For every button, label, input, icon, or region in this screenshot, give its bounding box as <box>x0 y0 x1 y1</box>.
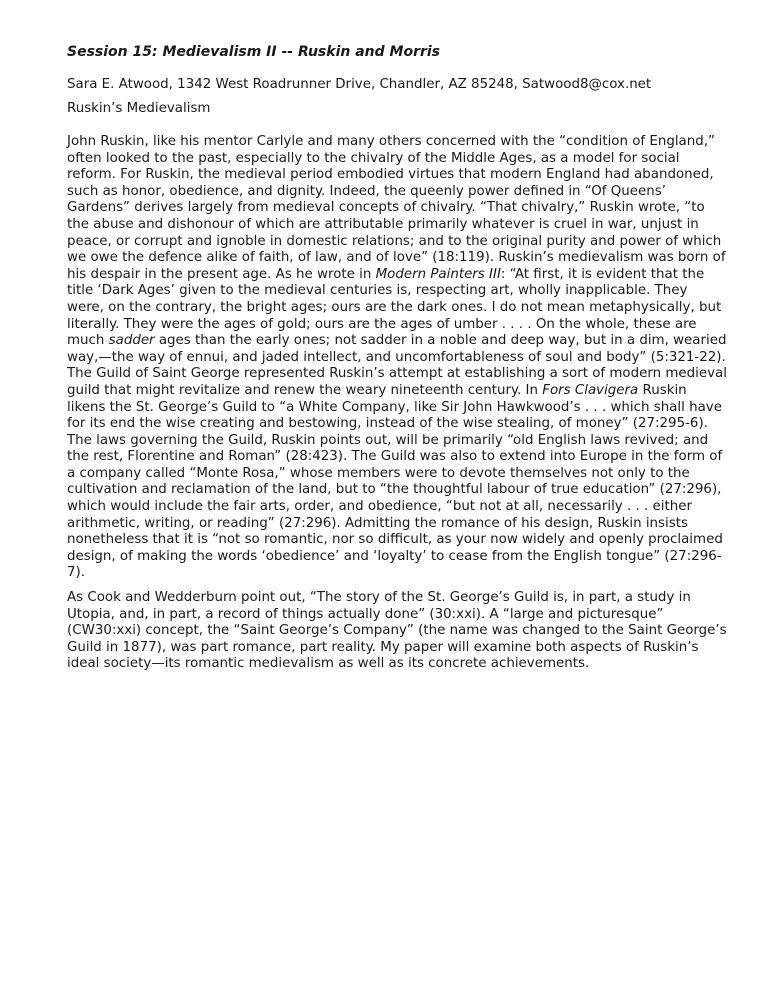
paper-heading: Ruskin’s Medievalism <box>67 101 211 116</box>
book-title-modern-painters: Modern Painters III <box>375 266 501 282</box>
document-page <box>67 42 727 681</box>
body-paragraph-1 <box>67 134 727 582</box>
paragraph-text: Ruskin likens the St. George’s Guild to “a White Company, like Sir John Hawkwood’s . . . which shall have for its end the wise creating and bestowing, instead of the wise stealing, of money” (27:295-6). The laws governing the Guild, Ruskin points out, will be primarily “old English laws revived; and the rest, Florentine and Roman” (28:423). The Guild was also to extend into Europe in the form of a company called “Monte Rosa,” whose members were to devote themselves not only to the cultivation and reclamation of the land, but to “the thoughtful labour of true education” (27:296), which would include the fair arts, order, and obedience, “but not at all, necessarily . . . either arithmetic, writing, or reading” (27:296). Admitting the romance of his design, Ruskin insists nonetheless that it is “not so romantic, nor so difficult, as your now widely and openly proclaimed design, of making the words ‘obedience’ and ‘loyalty’ to cease from the English tongue” (27:296-7). <box>67 382 723 581</box>
paragraph-text: ages than the early ones; not sadder in a noble and deep way, but in a dim, wearied way,—the way of ennui, and jaded intellect, and uncomfortableness of soul and body” (5:321-22). The Guild of Saint George represented Ruskin’s attempt at establishing a sort of modern medieval guild that might revitalize and renew the weary nineteenth century. In <box>67 333 727 398</box>
book-title-fors-clavigera: Fors Clavigera <box>542 382 639 398</box>
paragraph-text: : “At first, it is evident that the title ‘Dark Ages’ given to the medieval centuries is, respecting art, wholly inapplicable. They were, on the contrary, the bright ages; ours are the dark ones. I do not mean metaphysically, but literally. They were the ages of gold; ours are the ages of umber . . . . On the whole, these are much <box>67 266 722 349</box>
emphasized-word: sadder <box>108 333 155 349</box>
paragraph-text: John Ruskin, like his mentor Carlyle and many others concerned with the “condition of England,” often looked to the past, especially to the chivalry of the Middle Ages, as a model for social reform. For Ruskin, the medieval period embodied virtues that modern England had abandoned, such as honor, obedience, and dignity. Indeed, the queenly power defined in “Of Queens’ Gardens” derives largely from medieval concepts of chivalry. “That chivalry,” Ruskin wrote, “to the abuse and dishonour of which are attributable primarily whatever is cruel in war, unjust in peace, or corrupt and ignoble in domestic relations; and to the original purity and power of which we owe the defence alike of faith, of law, and of love” (18:119). Ruskin’s medievalism was born of his despair in the present age. As he wrote in <box>67 134 726 282</box>
body-paragraph-2: As Cook and Wedderburn point out, “The story of the St. George’s Guild is, in part, a study in Utopia, and, in part, a record of things actually done” (30:xxi). A “large and picturesque” (CW30:xxi) concept, the “Saint George’s Company” (the name was changed to the Saint George’s Guild in 1877), was part romance, part reality. My paper will examine both aspects of Ruskin’s ideal society—its romantic medievalism as well as its concrete achievements. <box>67 590 727 672</box>
session-title: Session 15: Medievalism II -- Ruskin and Morris <box>67 44 441 60</box>
author-contact-line: Sara E. Atwood, 1342 West Roadrunner Drive, Chandler, AZ 85248, Satwood8@cox.net <box>67 77 652 92</box>
